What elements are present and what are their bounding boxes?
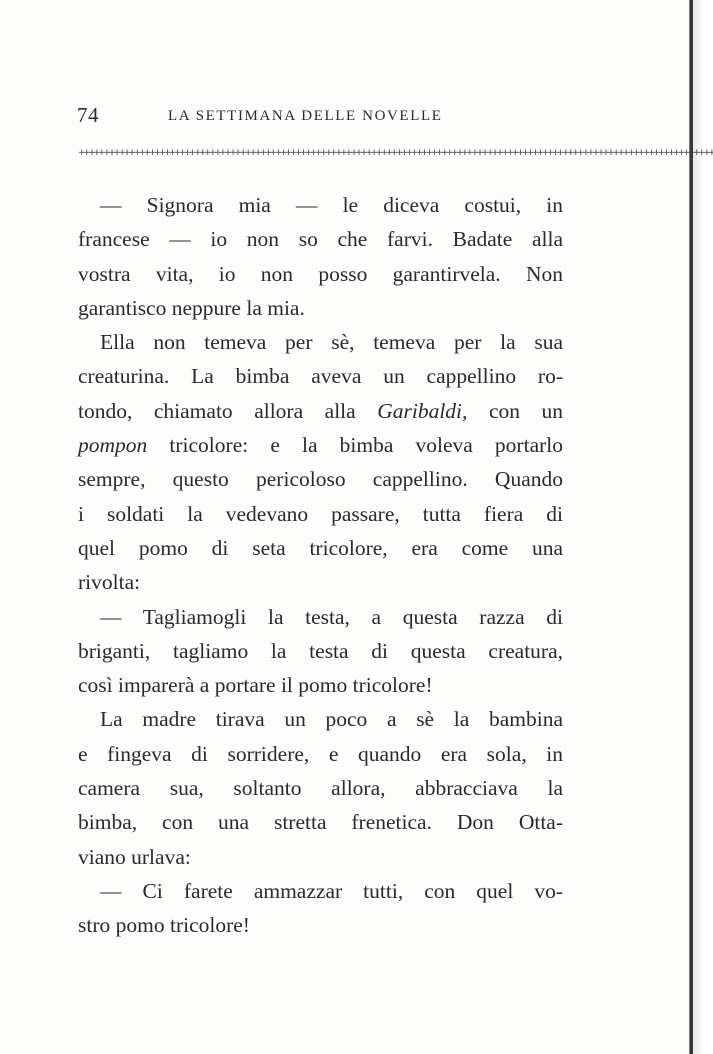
text-span: tricolore: e la bimba voleva portarlo bbox=[147, 433, 563, 458]
text-line: e fingeva di sorridere, e quando era sola, in bbox=[78, 741, 563, 766]
text-body bbox=[78, 188, 563, 943]
text-line: — Signora mia — le diceva costui, in bbox=[100, 193, 563, 217]
italic-term: pompon bbox=[78, 433, 148, 458]
text-line: — Ci farete ammazzar tutti, con quel vo- bbox=[100, 878, 563, 903]
text-line: così imparerà a portare il pomo tricolore! bbox=[78, 673, 433, 698]
text-line: bimba, con una stretta frenetica. Don Otta- bbox=[78, 810, 563, 835]
text-line: camera sua, soltanto allora, abbracciava la bbox=[78, 776, 563, 801]
text-line: francese — io non so che farvi. Badate alla bbox=[78, 227, 563, 252]
italic-term: Garibaldi, bbox=[377, 398, 468, 423]
running-head: LA SETTIMANA DELLE NOVELLE bbox=[168, 108, 443, 124]
text-line: vostra vita, io non posso garantirvela. Non bbox=[78, 261, 563, 286]
ornament-glyphs: ++++++++++++++++++++++++++++++++++++++++++++++++++++++++++++++++++++++++++++++++++++++++++++++++++++++++++++++++++++++++++++++ bbox=[78, 148, 713, 158]
text-line bbox=[78, 394, 563, 428]
text-span: con un bbox=[467, 398, 564, 423]
text-line: quel pomo di seta tricolore, era come una bbox=[78, 535, 563, 560]
text-line: creaturina. La bimba aveva un cappellino ro- bbox=[78, 364, 563, 389]
page-number: 74 bbox=[77, 103, 99, 127]
ornamental-rule bbox=[78, 144, 713, 162]
text-line: i soldati la vedevano passare, tutta fiera di bbox=[78, 501, 563, 526]
text-line bbox=[78, 428, 563, 462]
text-line: sempre, questo pericoloso cappellino. Quando bbox=[78, 467, 563, 492]
text-line: garantisco neppure la mia. bbox=[78, 295, 305, 320]
text-line: — Tagliamogli la testa, a questa razza di bbox=[100, 604, 563, 629]
text-line: Ella non temeva per sè, temeva per la sua bbox=[100, 330, 563, 355]
text-line: briganti, tagliamo la testa di questa creatura, bbox=[78, 638, 563, 663]
text-line: stro pomo tricolore! bbox=[78, 913, 250, 938]
text-span: tondo, chiamato allora alla bbox=[78, 398, 378, 423]
text-line: rivolta: bbox=[78, 570, 141, 595]
text-line: viano urlava: bbox=[78, 844, 191, 869]
text-line: La madre tirava un poco a sè la bambina bbox=[100, 707, 563, 732]
